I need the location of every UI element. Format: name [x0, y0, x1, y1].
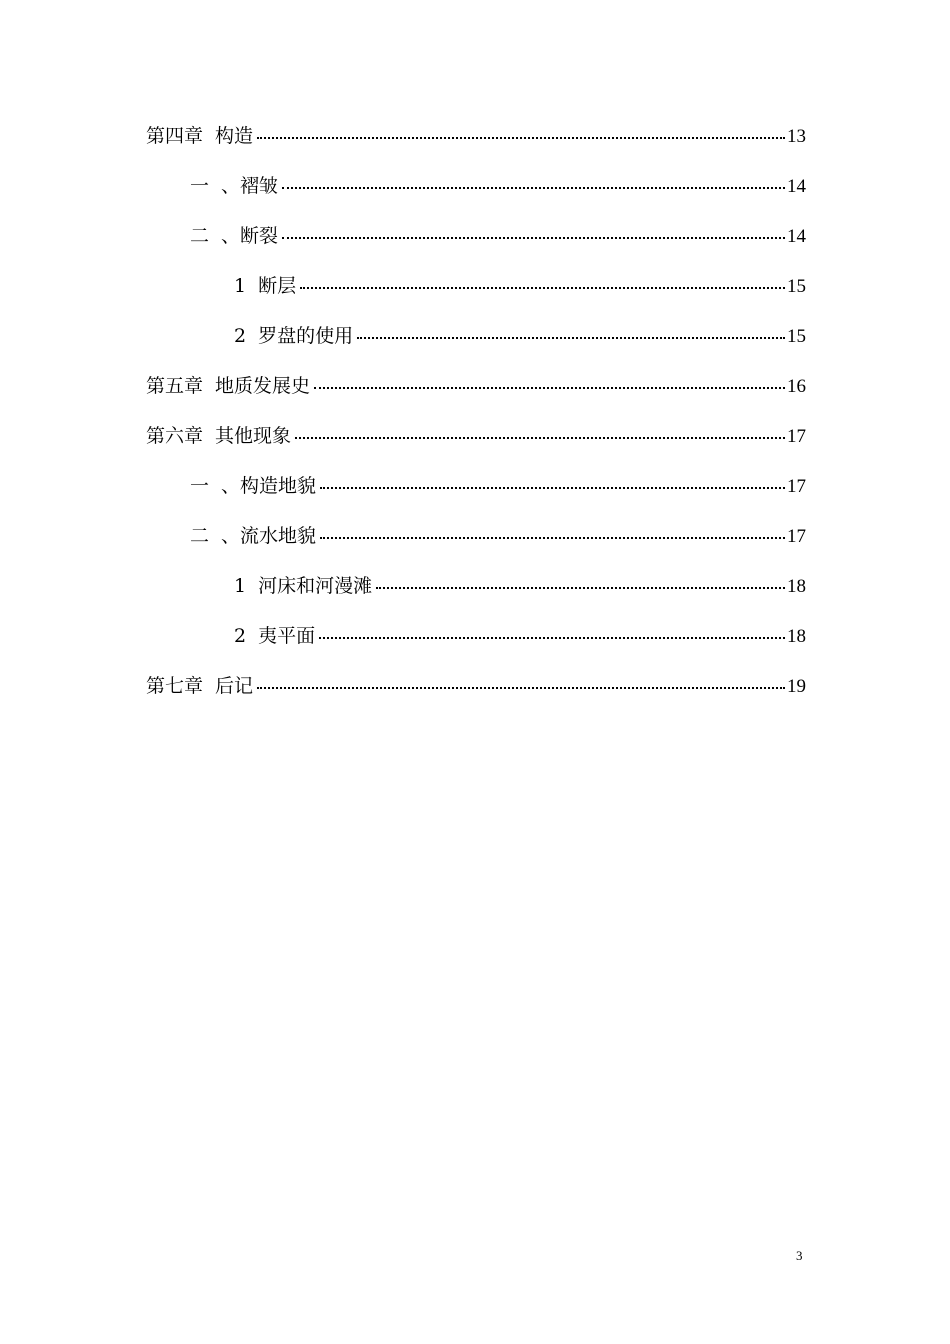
entry-page: 17 [787, 526, 806, 547]
entry-page: 17 [787, 426, 806, 447]
entry-number: 1 [234, 575, 247, 597]
entry-page: 13 [787, 126, 806, 147]
entry-page: 17 [787, 476, 806, 497]
table-of-contents [146, 120, 806, 720]
entry-title: 夷平面 [258, 625, 316, 647]
entry-page: 18 [787, 576, 806, 597]
entry-title: 河床和河漫滩 [258, 575, 373, 597]
entry-page: 19 [787, 676, 806, 697]
toc-entry[interactable] [146, 270, 806, 320]
entry-number: 2 [234, 625, 247, 647]
toc-entry[interactable] [146, 320, 806, 370]
toc-entry[interactable] [146, 520, 806, 570]
dot-leader [320, 472, 785, 492]
toc-entry[interactable] [146, 620, 806, 670]
dot-leader [320, 522, 785, 542]
entry-number: 一 [190, 475, 210, 497]
entry-title: 、断裂 [221, 225, 279, 247]
entry-page: 15 [787, 326, 806, 347]
toc-entry[interactable] [146, 220, 806, 270]
toc-entry[interactable] [146, 370, 806, 420]
dot-leader [357, 322, 785, 342]
entry-number: 第六章 [146, 425, 204, 447]
entry-number: 一 [190, 175, 210, 197]
dot-leader [376, 572, 785, 592]
entry-title: 、褶皱 [221, 175, 279, 197]
entry-title: 构造 [215, 125, 254, 147]
entry-page: 16 [787, 376, 806, 397]
entry-number: 二 [190, 225, 210, 247]
entry-title: 断层 [258, 275, 297, 297]
entry-title: 、构造地貌 [221, 475, 317, 497]
entry-title: 后记 [215, 675, 254, 697]
entry-page: 15 [787, 276, 806, 297]
entry-number: 第四章 [146, 125, 204, 147]
dot-leader [295, 422, 785, 442]
entry-title: 其他现象 [215, 425, 292, 447]
dot-leader [319, 622, 785, 642]
entry-title: 地质发展史 [215, 375, 311, 397]
dot-leader [300, 272, 785, 292]
dot-leader [257, 672, 785, 692]
dot-leader [282, 172, 785, 192]
toc-entry[interactable] [146, 420, 806, 470]
toc-entry[interactable] [146, 470, 806, 520]
entry-page: 14 [787, 176, 806, 197]
entry-number: 1 [234, 275, 247, 297]
entry-number: 第七章 [146, 675, 204, 697]
toc-entry[interactable] [146, 120, 806, 170]
entry-number: 二 [190, 525, 210, 547]
entry-title: 、流水地貌 [221, 525, 317, 547]
toc-entry[interactable] [146, 670, 806, 720]
entry-title: 罗盘的使用 [258, 325, 354, 347]
entry-number: 第五章 [146, 375, 204, 397]
entry-page: 14 [787, 226, 806, 247]
page-number: 3 [796, 1248, 803, 1263]
dot-leader [257, 122, 785, 142]
dot-leader [282, 222, 785, 242]
toc-entry[interactable] [146, 170, 806, 220]
entry-number: 2 [234, 325, 247, 347]
toc-entry[interactable] [146, 570, 806, 620]
dot-leader [314, 372, 785, 392]
entry-page: 18 [787, 626, 806, 647]
